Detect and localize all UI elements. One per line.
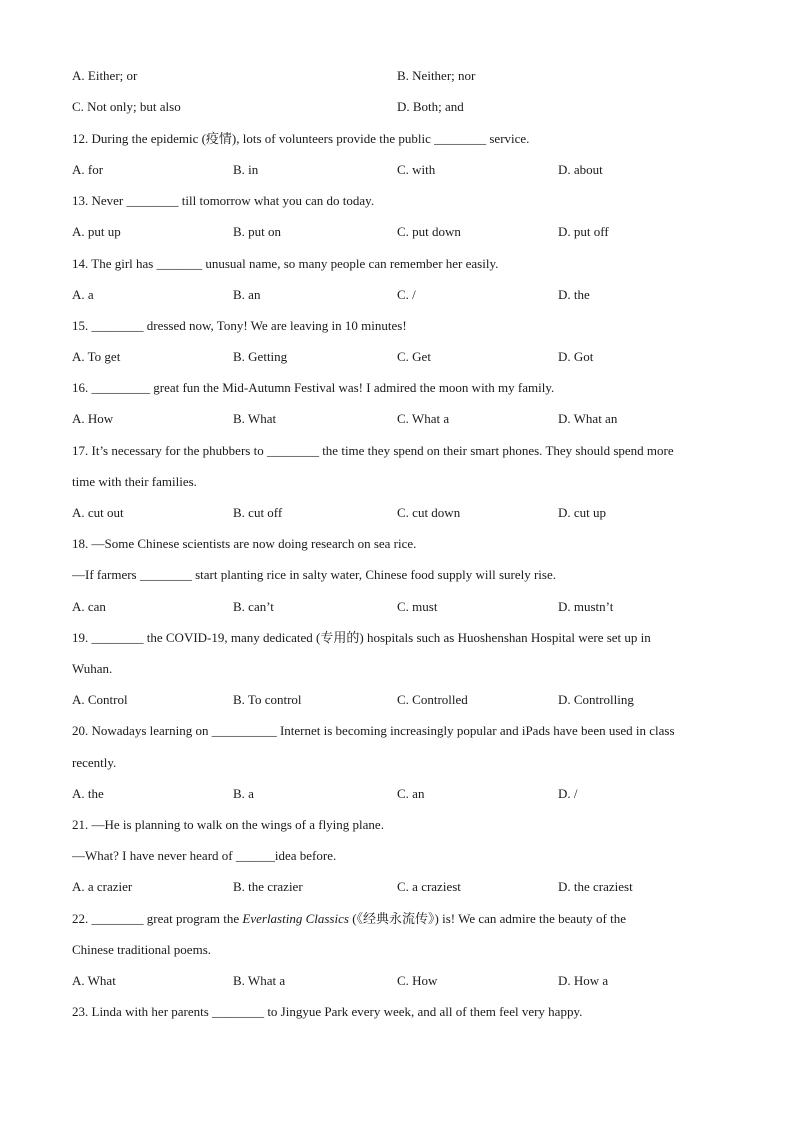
option-a: A. can — [72, 599, 106, 614]
option-d: D. the — [558, 287, 590, 302]
question-stem-continued: Chinese traditional poems. — [72, 942, 212, 957]
question-stem: 18. —Some Chinese scientists are now doing research on sea rice. — [72, 536, 417, 551]
option-c: C. Get — [397, 349, 431, 364]
options-row — [72, 410, 724, 428]
program-title: Everlasting Classics — [242, 911, 349, 926]
stem-text: 22. ________ great program the — [72, 911, 243, 926]
option-c: C. cut down — [397, 505, 461, 520]
option-d: D. Both; and — [397, 99, 464, 114]
options-row — [72, 504, 724, 522]
option-a: A. put up — [72, 224, 121, 239]
option-c: C. put down — [397, 224, 461, 239]
stem-text: (《经典永流传》) is! We can admire the beauty of the — [348, 911, 626, 926]
options-row — [72, 67, 724, 85]
options-row — [72, 223, 724, 241]
option-a: A. a — [72, 287, 94, 302]
options-row — [72, 286, 724, 304]
question-stem: 23. Linda with her parents ________ to Jingyue Park every week, and all of them feel very happy. — [72, 1004, 583, 1019]
option-b: B. What a — [233, 973, 286, 988]
option-b: B. put on — [233, 224, 282, 239]
option-b: B. What — [233, 411, 277, 426]
question-stem: 14. The girl has _______ unusual name, so many people can remember her easily. — [72, 256, 499, 271]
option-c: C. What a — [397, 411, 450, 426]
option-a: A. a crazier — [72, 879, 133, 894]
option-c: C. must — [397, 599, 438, 614]
option-b: B. cut off — [233, 505, 283, 520]
option-b: B. in — [233, 162, 259, 177]
question-stem: 17. It’s necessary for the phubbers to ________ the time they spend on their smart phones. They should spend more — [72, 443, 674, 458]
question-stem — [72, 910, 724, 928]
option-c: C. Controlled — [397, 692, 468, 707]
option-a: A. the — [72, 786, 104, 801]
option-c: C. with — [397, 162, 436, 177]
option-c: C. How — [397, 973, 438, 988]
question-stem: 12. During the epidemic (疫情), lots of volunteers provide the public ________ service. — [72, 131, 530, 146]
option-d: D. cut up — [558, 505, 607, 520]
option-b: B. the crazier — [233, 879, 303, 894]
option-b: B. a — [233, 786, 254, 801]
question-stem-continued: —If farmers ________ start planting rice in salty water, Chinese food supply will surely rise. — [72, 567, 556, 582]
options-row — [72, 878, 724, 896]
option-a: A. Either; or — [72, 68, 138, 83]
options-row — [72, 98, 724, 116]
question-stem: 16. _________ great fun the Mid-Autumn Festival was! I admired the moon with my family. — [72, 380, 555, 395]
options-row — [72, 972, 724, 990]
options-row — [72, 348, 724, 366]
option-d: D. What an — [558, 411, 618, 426]
question-stem-continued: recently. — [72, 755, 117, 770]
option-c: C. Not only; but also — [72, 99, 181, 114]
option-b: B. an — [233, 287, 261, 302]
question-stem: 13. Never ________ till tomorrow what you can do today. — [72, 193, 375, 208]
option-a: A. for — [72, 162, 104, 177]
question-stem-continued: Wuhan. — [72, 661, 113, 676]
options-row — [72, 785, 724, 803]
option-c: C. a craziest — [397, 879, 461, 894]
option-d: D. the craziest — [558, 879, 633, 894]
question-stem: 19. ________ the COVID-19, many dedicated (专用的) hospitals such as Huoshenshan Hospital were set up in — [72, 630, 651, 645]
question-stem: 15. ________ dressed now, Tony! We are leaving in 10 minutes! — [72, 318, 407, 333]
option-b: B. Neither; nor — [397, 68, 476, 83]
option-a: A. cut out — [72, 505, 124, 520]
option-d: D. Got — [558, 349, 594, 364]
question-stem-continued: —What? I have never heard of ______idea before. — [72, 848, 337, 863]
option-d: D. put off — [558, 224, 609, 239]
option-d: D. How a — [558, 973, 609, 988]
question-stem: 21. —He is planning to walk on the wings of a flying plane. — [72, 817, 384, 832]
option-a: A. To get — [72, 349, 121, 364]
option-a: A. What — [72, 973, 116, 988]
option-b: B. To control — [233, 692, 302, 707]
option-c: C. an — [397, 786, 425, 801]
option-d: D. mustn’t — [558, 599, 614, 614]
options-row — [72, 161, 724, 179]
option-a: A. Control — [72, 692, 128, 707]
question-stem-continued: time with their families. — [72, 474, 197, 489]
option-d: D. Controlling — [558, 692, 634, 707]
option-a: A. How — [72, 411, 114, 426]
option-b: B. Getting — [233, 349, 288, 364]
question-stem: 20. Nowadays learning on __________ Internet is becoming increasingly popular and iPads have been used in class — [72, 723, 675, 738]
option-d: D. about — [558, 162, 603, 177]
option-b: B. can’t — [233, 599, 274, 614]
options-row — [72, 691, 724, 709]
options-row — [72, 598, 724, 616]
option-c: C. / — [397, 287, 416, 302]
option-d: D. / — [558, 786, 578, 801]
